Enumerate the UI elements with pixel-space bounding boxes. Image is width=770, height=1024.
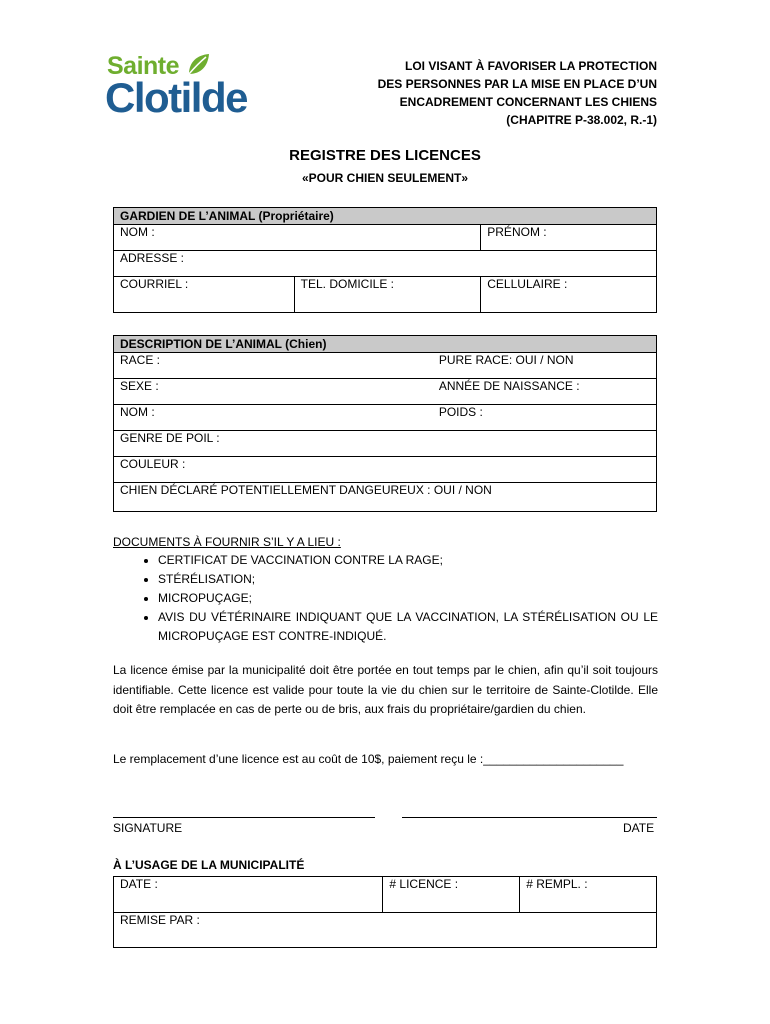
document-subtitle: «POUR CHIEN SEULEMENT» — [301, 171, 469, 185]
animal-nom-field[interactable]: NOM : — [114, 405, 433, 431]
list-item: • AVIS DU VÉTÉRINAIRE INDIQUANT QUE LA VACCINATION, LA STÉRÉLISATION OU LE MICROPUÇAGE EST CONTRE-INDIQUÉ. — [158, 608, 658, 646]
owner-nom-field[interactable]: NOM : — [114, 225, 481, 251]
law-title — [357, 57, 657, 129]
date-label: DATE — [623, 821, 655, 835]
owner-adresse-field[interactable]: ADRESSE : — [114, 251, 657, 277]
logo-word-clotilde: Clotilde — [105, 74, 247, 121]
animal-table — [113, 335, 657, 512]
animal-header: DESCRIPTION DE L’ANIMAL (Chien) — [114, 336, 657, 353]
animal-dangereux-field[interactable]: CHIEN DÉCLARÉ POTENTIELLEMENT DANGEUREUX : OUI / NON — [114, 483, 657, 512]
animal-couleur-field[interactable]: COULEUR : — [114, 457, 657, 483]
animal-race-field[interactable]: RACE : — [114, 353, 433, 379]
date-line[interactable] — [402, 817, 657, 818]
animal-sexe-field[interactable]: SEXE : — [114, 379, 433, 405]
documents-list — [113, 551, 658, 646]
logo-word-sainte: Sainte — [107, 52, 180, 80]
law-title-line: DES PERSONNES PAR LA MISE EN PLACE D’UN — [377, 77, 657, 91]
owner-header: GARDIEN DE L’ANIMAL (Propriétaire) — [114, 208, 657, 225]
owner-tel-field[interactable]: TEL. DOMICILE : — [294, 277, 481, 313]
municipal-remise-field[interactable]: REMISE PAR : — [114, 913, 657, 948]
documents-header: DOCUMENTS À FOURNIR S’IL Y A LIEU : — [113, 535, 341, 549]
law-title-line: (CHAPITRE P-38.002, R.-1) — [506, 113, 657, 127]
municipal-header: À L’USAGE DE LA MUNICIPALITÉ — [113, 858, 305, 872]
municipal-licence-field[interactable]: # LICENCE : — [383, 877, 520, 913]
municipality-logo — [105, 50, 265, 120]
remplacement-text[interactable]: Le remplacement d’une licence est au coût de 10$, paiement reçu le :_____________________ — [113, 752, 624, 766]
animal-annee-field[interactable]: ANNÉE DE NAISSANCE : — [433, 379, 657, 405]
municipal-table — [113, 876, 657, 948]
list-item: • STÉRÉLISATION; — [158, 570, 658, 589]
animal-poids-field[interactable]: POIDS : — [433, 405, 657, 431]
municipal-date-field[interactable]: DATE : — [114, 877, 383, 913]
law-title-line: LOI VISANT À FAVORISER LA PROTECTION — [404, 59, 657, 73]
law-title-line: ENCADREMENT CONCERNANT LES CHIENS — [399, 95, 657, 109]
municipal-rempl-field[interactable]: # REMPL. : — [520, 877, 657, 913]
animal-pure-race-field[interactable]: PURE RACE: OUI / NON — [433, 353, 657, 379]
signature-line[interactable] — [113, 817, 375, 818]
list-item: • MICROPUÇAGE; — [158, 589, 658, 608]
animal-poil-field[interactable]: GENRE DE POIL : — [114, 431, 657, 457]
owner-courriel-field[interactable]: COURRIEL : — [114, 277, 295, 313]
list-item: • CERTIFICAT DE VACCINATION CONTRE LA RAGE; — [158, 551, 658, 570]
documents-section — [113, 535, 658, 646]
signature-label: SIGNATURE — [113, 821, 183, 835]
licence-paragraph: La licence émise par la municipalité doit être portée en tout temps par le chien, afin qu’il soit toujours identifiable. Cette licence est valide pour toute la vie du chien sur le territoire de Sainte-Clotilde. Elle doit être remplacée en cas de perte ou de bris, aux frais du propriétaire/gardien du chien. — [113, 663, 658, 716]
owner-table — [113, 207, 657, 313]
owner-prenom-field[interactable]: PRÉNOM : — [481, 225, 657, 251]
document-title: REGISTRE DES LICENCES — [289, 147, 481, 164]
owner-cellulaire-field[interactable]: CELLULAIRE : — [481, 277, 657, 313]
